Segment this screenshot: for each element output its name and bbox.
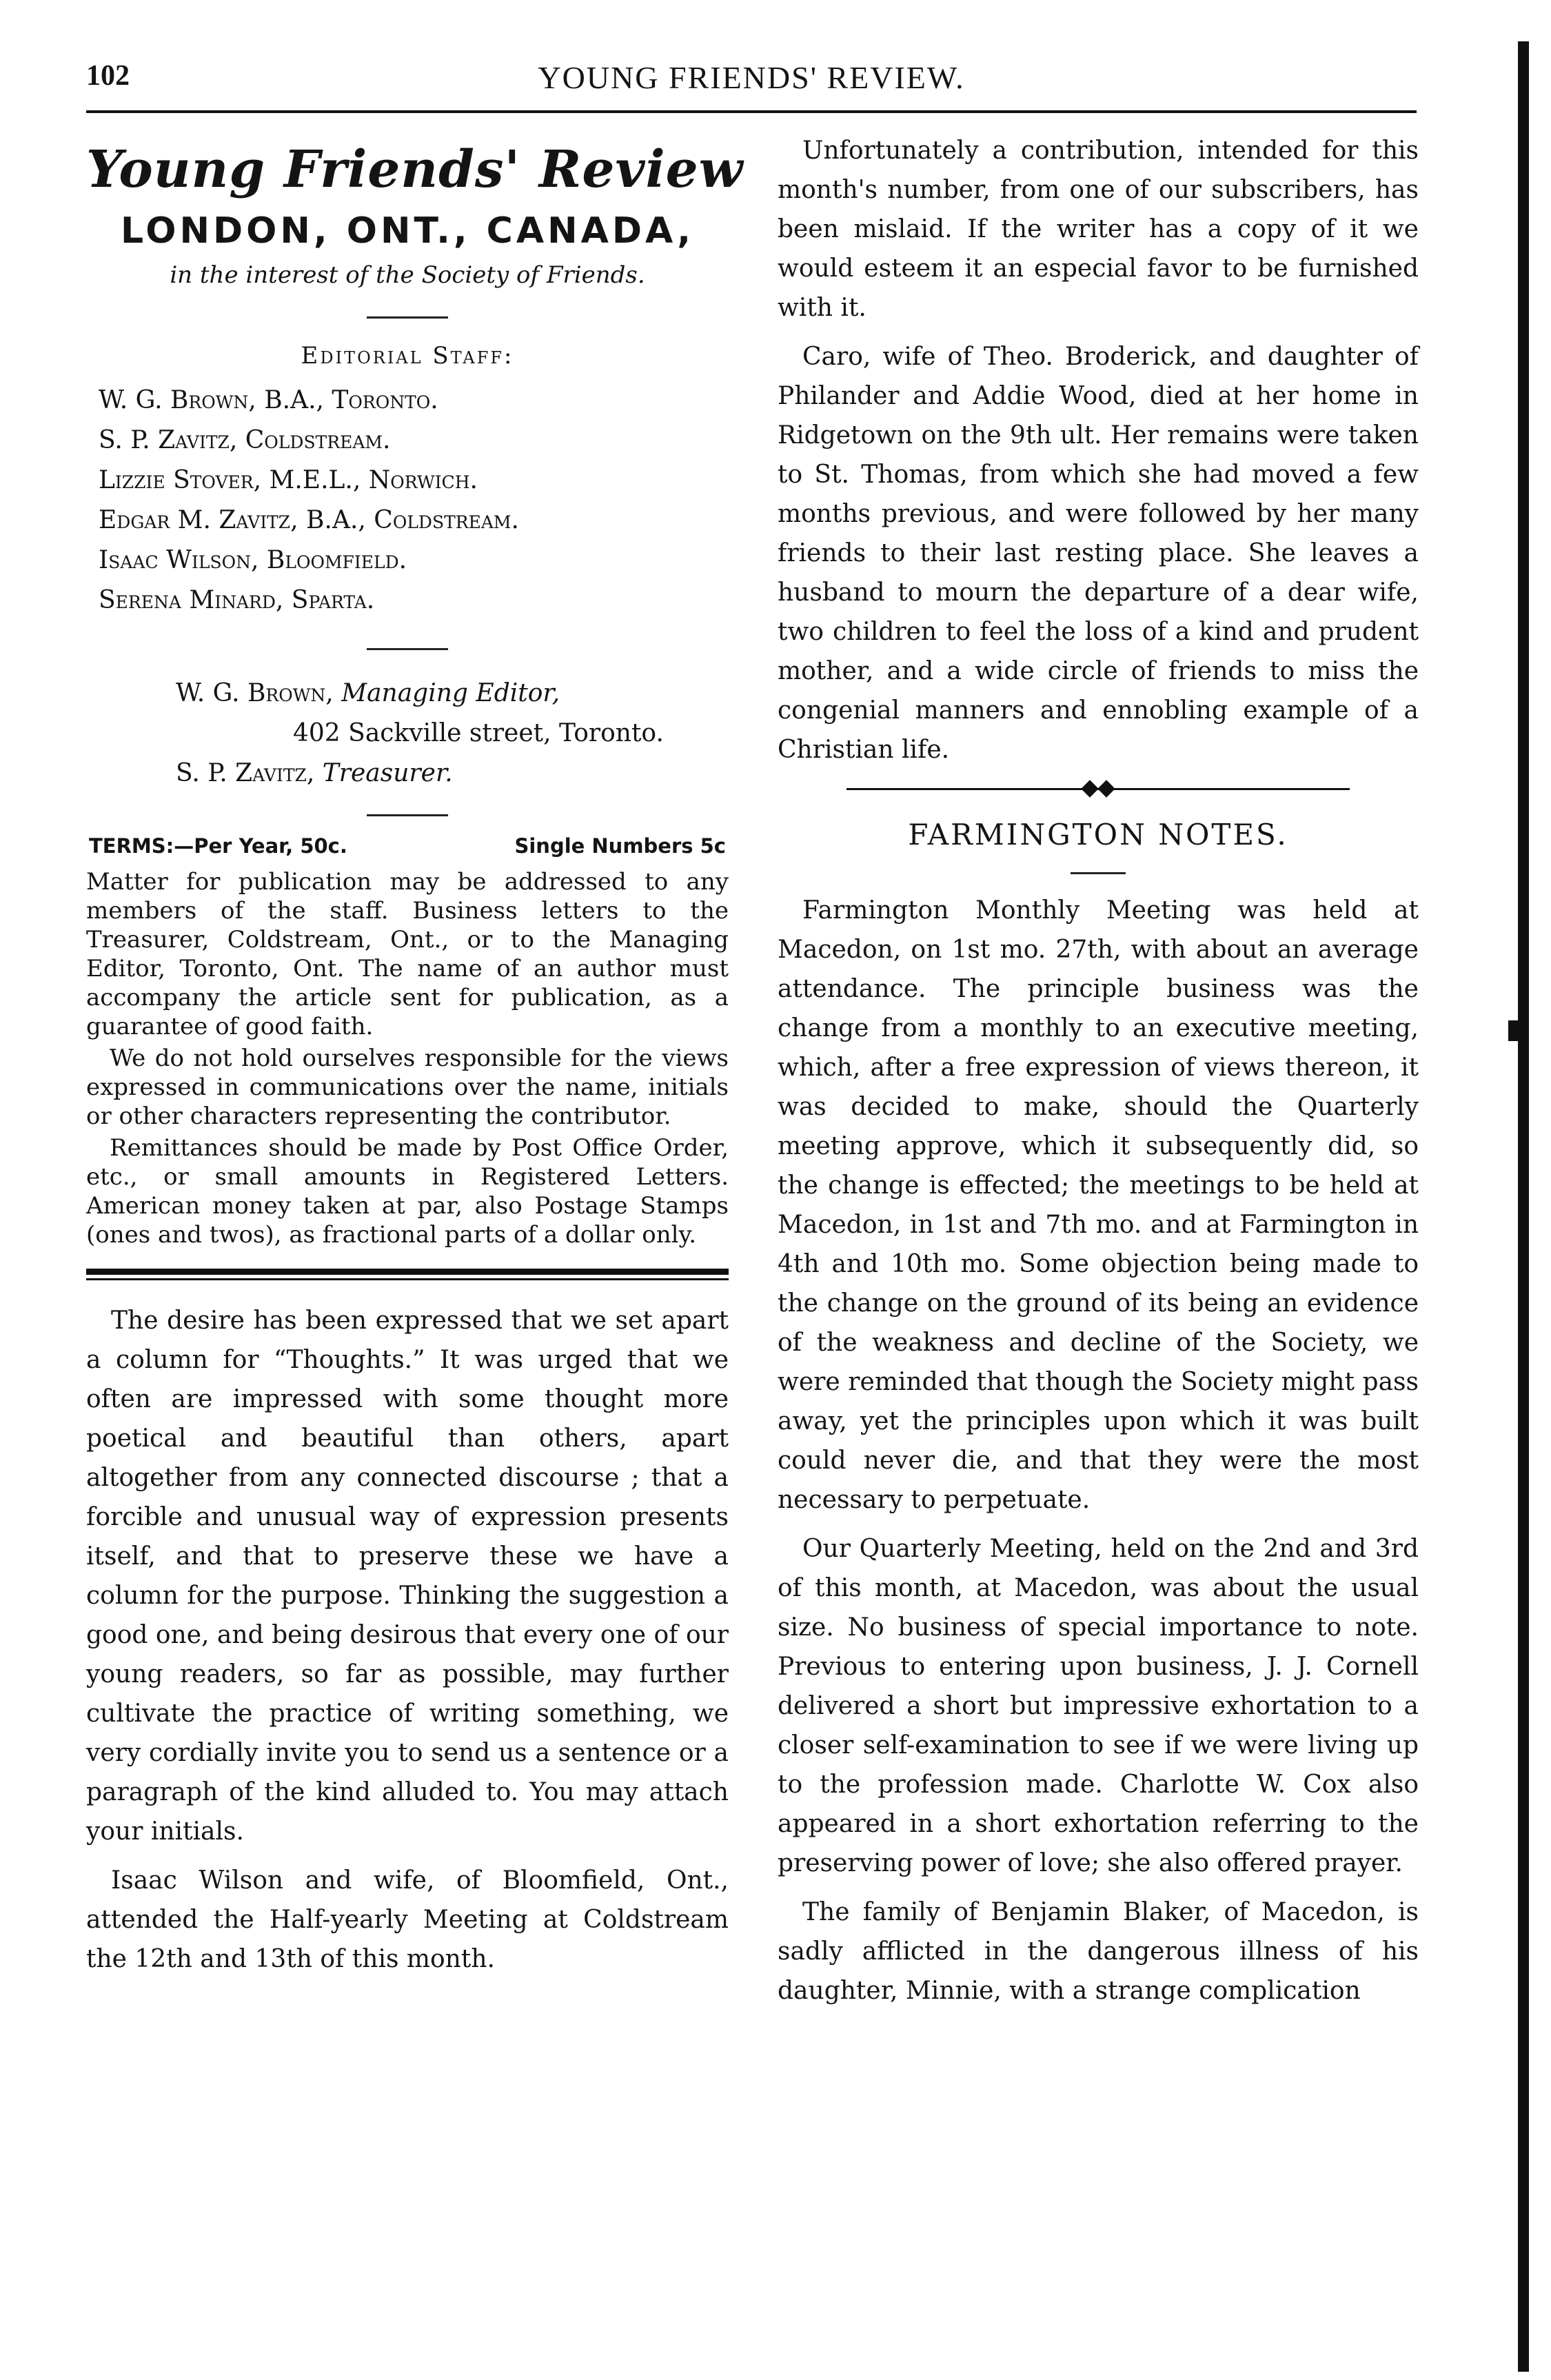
article-paragraph: The desire has been expressed that we set apart a column for “Thoughts.” It was urged that we often are impressed with some thought more poetical and beautiful than others, apart altogether from any connected discourse ; that a forcible and unusual way of expression presents itself, and that to preserve these we have a column for the purpose. Thinking the suggestion a good one, and being desirous that every one of our young readers, so far as possible, may further cultivate the practice of writing something, we very cordially invite you to send us a sentence or a paragraph of the kind alluded to. You may attach your initials. xyxy=(86,1307,729,1846)
article-paragraph: Farmington Monthly Meeting was held at Macedon, on 1st mo. 27th, with about an average attendance. The principle business was the change from a monthly to an executive meeting, which, after a free expression of views thereon, it was decided to make, should the Quarterly meeting approve, which it subsequently did, so the change is effected; the meetings to be held at Macedon, in 1st and 7th mo. and at Farmington in 4th and 10th mo. Some objection being made to the change on the ground of its being an evidence of the weakness and decline of the Society, we were reminded that though the Society might pass away, yet the principles upon which it was built could never die, and that they were the most necessary to perpetuate. xyxy=(778,896,1419,1514)
masthead-title: Young Friends' Review xyxy=(86,140,744,199)
treasurer-role: Treasurer. xyxy=(322,759,453,787)
staff-list xyxy=(86,381,729,621)
section-heading: FARMINGTON NOTES. xyxy=(908,818,1288,851)
terms-per-year: TERMS:—Per Year, 50c. xyxy=(89,834,347,858)
divider xyxy=(367,648,448,650)
managing-editor-address: 402 Sackville street, Toronto. xyxy=(293,719,664,747)
staff-member: Edgar M. Zavitz, B.A., Coldstream. xyxy=(99,506,519,534)
terms-paragraph: Remittances should be made by Post Office Order, etc., or small amounts in Registered Letters. American money taken at par, also Postage Stamps (ones and twos), as fractional parts of a dollar only. xyxy=(86,1134,729,1249)
ornament-rule xyxy=(847,779,1350,800)
running-title: YOUNG FRIENDS' REVIEW. xyxy=(538,60,965,95)
managing-editor-line xyxy=(86,674,729,714)
staff-member: S. P. Zavitz, Coldstream. xyxy=(99,426,391,454)
treasurer-name: S. P. Zavitz, xyxy=(176,759,315,787)
treasurer-line xyxy=(86,754,729,794)
divider xyxy=(367,814,448,816)
page-header xyxy=(86,54,1417,109)
editor-block xyxy=(86,674,729,794)
header-rule xyxy=(86,110,1417,113)
masthead-interest: in the interest of the Society of Friends. xyxy=(170,261,645,289)
staff-heading: Editorial Staff: xyxy=(301,342,514,370)
terms-paragraph: Matter for publication may be addressed to any members of the staff. Business letters to the Treasurer, Coldstream, Ont., or to the Managing Editor, Toronto, Ont. The name of an author must accompany the article sent for publication, as a guarantee of good faith. xyxy=(86,868,729,1040)
masthead-place: LONDON, ONT., CANADA, xyxy=(121,210,694,252)
article-paragraph: The family of Benjamin Blaker, of Macedon, is sadly afflicted in the dangerous illness of his daughter, Minnie, with a strange complication xyxy=(778,1898,1419,2005)
article-paragraph: Caro, wife of Theo. Broderick, and daughter of Philander and Addie Wood, died at her home in Ridgetown on the 9th ult. Her remains were taken to St. Thomas, from which she had moved a few months previous, and were followed by her many friends to their last resting place. She leaves a husband to mourn the departure of a dear wife, two children to feel the loss of a kind and prudent mother, and a wide circle of friends to miss the congenial manners and ennobling example of a Christian life. xyxy=(778,343,1419,764)
double-rule xyxy=(86,1269,729,1280)
staff-member: Lizzie Stover, M.E.L., Norwich. xyxy=(99,466,478,494)
ornament-diamond xyxy=(1097,780,1115,797)
ornament-diamond xyxy=(1081,780,1098,797)
staff-member: Serena Minard, Sparta. xyxy=(99,586,375,614)
article-paragraph: Isaac Wilson and wife, of Bloomfield, Ont., attended the Half-yearly Meeting at Coldstream the 12th and 13th of this month. xyxy=(86,1866,729,1973)
staff-member: W. G. Brown, B.A., Toronto. xyxy=(99,386,438,414)
managing-editor-name: W. G. Brown, xyxy=(176,679,334,707)
terms-line xyxy=(86,834,729,858)
page-edge-bar xyxy=(1518,41,1529,2372)
terms-single: Single Numbers 5c xyxy=(514,834,726,858)
divider xyxy=(1071,872,1126,874)
managing-editor-role: Managing Editor, xyxy=(341,679,560,707)
article-paragraph: Unfortunately a contribution, intended for this month's number, from one of our subscribers, has been mislaid. If the writer has a copy of it we would esteem it an especial favor to be furnished with it. xyxy=(778,137,1419,322)
left-column xyxy=(86,128,744,1979)
page-edge-tick xyxy=(1508,1020,1518,1041)
right-column xyxy=(778,131,1419,2010)
article-paragraph: Our Quarterly Meeting, held on the 2nd and 3rd of this month, at Macedon, was about the usual size. No business of special importance to note. Previous to entering upon business, J. J. Cornell delivered a short but impressive exhortation to a closer self-examination to see if we were living up to the profession made. Charlotte W. Cox also appeared in a short exhortation referring to the preserving power of love; she also offered prayer. xyxy=(778,1535,1419,1877)
divider xyxy=(367,316,448,319)
page-number: 102 xyxy=(86,60,130,92)
staff-member: Isaac Wilson, Bloomfield. xyxy=(99,546,407,574)
terms-paragraph: We do not hold ourselves responsible for the views expressed in communications over the name, initials or other characters representing the contributor. xyxy=(86,1045,729,1130)
